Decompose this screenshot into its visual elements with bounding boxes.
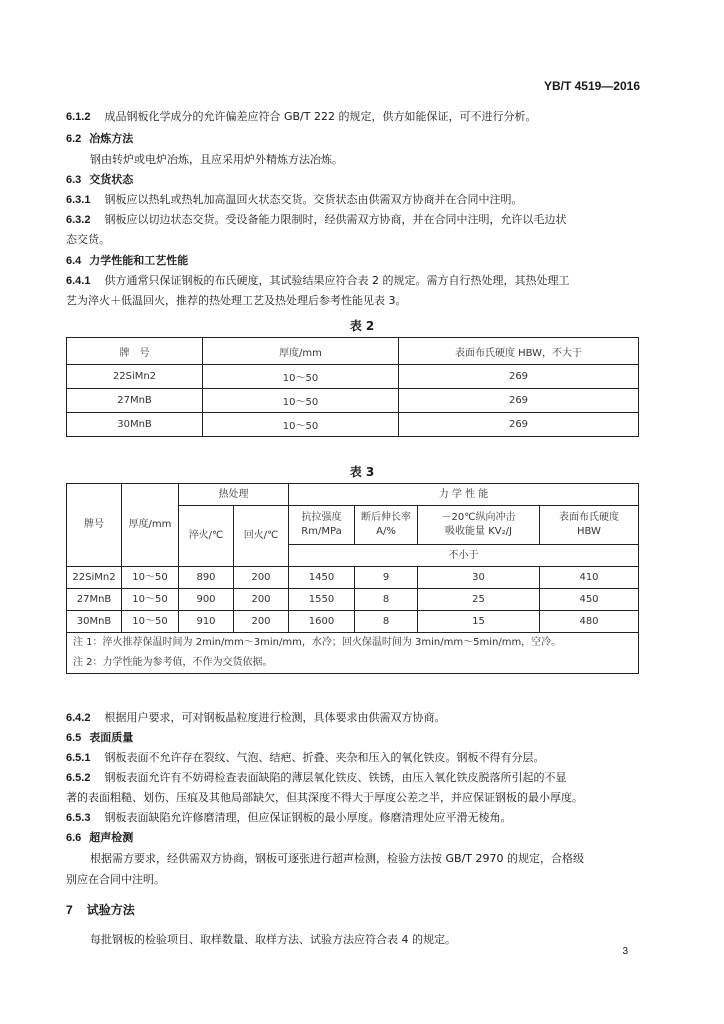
heading-text: 力学性能和工艺性能: [89, 254, 189, 267]
clause-6-4-1: [66, 273, 650, 289]
table-3-title: 表 3: [349, 465, 375, 479]
heading-6-3: [66, 172, 650, 188]
clause-text: 钢板应以切边状态交货。受设备能力限制时，经供需双方协商，并在合同中注明，允许以毛边状: [104, 213, 567, 226]
clause-text: 钢板表面缺陷允许修磨清理，但应保证钢板的最小厚度。修磨清理处应平滑无棱角。: [104, 811, 512, 824]
paragraph-ultrasonic: 根据需方要求，经供需双方协商，钢板可逐张进行超声检测，检验方法按 GB/T 2970 的规定，合格级: [90, 852, 584, 865]
cell-grade: 22SiMn2: [67, 365, 203, 389]
header-hardness: [540, 506, 639, 545]
table-2: [66, 337, 639, 437]
clause-number: 6.1.2: [66, 111, 91, 123]
cell-elongation: 8: [355, 589, 418, 611]
heading-number: 6.2: [66, 133, 82, 145]
clause-6-5-3: [66, 810, 650, 826]
table-row: [67, 389, 639, 413]
table-note-row: [67, 653, 639, 674]
clause-6-4-2: [66, 710, 650, 726]
heading-6-5: [66, 730, 650, 746]
cell-impact: 15: [418, 611, 540, 633]
cell-hardness: 480: [540, 611, 639, 633]
heading-7: [66, 902, 650, 918]
cell-elongation: 9: [355, 567, 418, 589]
table-note-1: 注 1：淬火推荐保温时间为 2min/mm～3min/mm，水冷；回火保温时间为 3min/mm～5min/mm，空冷。: [67, 633, 639, 654]
clause-6-1-2: [66, 109, 650, 125]
cell-hardness: 269: [399, 389, 639, 413]
cell-grade: 27MnB: [67, 589, 122, 611]
cell-hardness: 410: [540, 567, 639, 589]
header-grade: 牌 号: [67, 338, 203, 365]
cell-quench: 910: [179, 611, 234, 633]
header-quench: 淬火/℃: [179, 506, 234, 567]
clause-number: 6.5.1: [66, 752, 91, 764]
clause-text: 成品钢板化学成分的允许偏差应符合 GB/T 222 的规定，供方如能保证，可不进行分析。: [104, 110, 537, 123]
clause-number: 6.4.2: [66, 712, 91, 724]
header-thickness: 厚度/mm: [122, 484, 179, 567]
clause-number: 6.5.3: [66, 812, 91, 824]
cell-grade: 30MnB: [67, 413, 203, 437]
header-grade: 牌号: [67, 484, 122, 567]
clause-text: 钢板表面不允许存在裂纹、气泡、结疤、折叠、夹杂和压入的氧化铁皮。钢板不得有分层。: [104, 751, 545, 764]
header-tensile: [289, 506, 355, 545]
cell-thickness: 10～50: [122, 589, 179, 611]
table-3: [66, 483, 639, 674]
cell-thickness: 10～50: [122, 567, 179, 589]
clause-6-4-1-cont: 艺为淬火＋低温回火，推荐的热处理工艺及热处理后参考性能见表 3。: [66, 294, 407, 307]
header-temper: 回火/℃: [234, 506, 289, 567]
heading-number: 7: [66, 903, 73, 917]
header-impact-unit: 吸收能量 KV₂/J: [445, 526, 512, 537]
table-row: [67, 413, 639, 437]
heading-text: 表面质量: [89, 731, 134, 744]
heading-6-2: [66, 131, 650, 147]
heading-number: 6.5: [66, 732, 82, 744]
cell-grade: 30MnB: [67, 611, 122, 633]
heading-text: 超声检测: [89, 831, 134, 844]
heading-6-4: [66, 253, 650, 269]
clause-6-3-2: [66, 212, 650, 228]
cell-thickness: 10～50: [203, 365, 399, 389]
cell-tensile: 1550: [289, 589, 355, 611]
table-header-row: [67, 484, 639, 506]
cell-hardness: 269: [399, 413, 639, 437]
heading-text: 试验方法: [86, 903, 135, 917]
header-heat-treatment: 热处理: [179, 484, 289, 506]
cell-grade: 27MnB: [67, 389, 203, 413]
clause-6-5-1: [66, 750, 650, 766]
cell-quench: 900: [179, 589, 234, 611]
cell-grade: 22SiMn2: [67, 567, 122, 589]
header-mechanical-properties: 力 学 性 能: [289, 484, 639, 506]
heading-text: 冶炼方法: [89, 132, 134, 145]
header-hardness-label: 表面布氏硬度: [559, 512, 619, 523]
cell-tensile: 1450: [289, 567, 355, 589]
table-row: [67, 567, 639, 589]
header-elongation: [355, 506, 418, 545]
cell-thickness: 10～50: [203, 413, 399, 437]
clause-number: 6.4.1: [66, 275, 91, 287]
clause-text: 供方通常只保证钢板的布氏硬度，其试验结果应符合表 2 的规定。需方自行热处理，其热处理工: [104, 274, 570, 287]
table-row: [67, 611, 639, 633]
clause-text: 根据用户要求，可对钢板晶粒度进行检测，具体要求由供需双方协商。: [104, 711, 446, 724]
clause-text: 钢板表面允许有不妨碍检查表面缺陷的薄层氧化铁皮、铁锈，由压入氧化铁皮脱落所引起的不显: [104, 771, 567, 784]
page-number: 3: [622, 946, 628, 957]
heading-number: 6.4: [66, 255, 82, 267]
clause-text: 钢板应以热轧或热轧加高温回火状态交货。交货状态由供需双方协商并在合同中注明。: [104, 193, 523, 206]
document-id: YB/T 4519—2016: [543, 79, 640, 93]
table-row: [67, 589, 639, 611]
cell-temper: 200: [234, 589, 289, 611]
header-elongation-unit: A/%: [376, 526, 396, 537]
cell-thickness: 10～50: [203, 389, 399, 413]
header-thickness: 厚度/mm: [203, 338, 399, 365]
clause-6-5-2: [66, 770, 650, 786]
clause-6-5-2-cont: 著的表面粗糙、划伤、压痕及其他局部缺欠，但其深度不得大于厚度公差之半，并应保证钢板的最小厚度。: [66, 791, 583, 804]
header-impact: [418, 506, 540, 545]
table-note-2: 注 2：力学性能为参考值，不作为交货依据。: [67, 653, 639, 674]
clause-number: 6.3.1: [66, 194, 91, 206]
paragraph-ultrasonic-cont: 别应在合同中注明。: [66, 873, 165, 886]
table-2-title: 表 2: [349, 319, 375, 333]
heading-6-6: [66, 830, 650, 846]
clause-number: 6.5.2: [66, 772, 91, 784]
header-not-less-than: 不小于: [289, 545, 639, 567]
paragraph-smelting: 钢由转炉或电炉冶炼，且应采用炉外精炼方法冶炼。: [90, 153, 343, 166]
heading-number: 6.3: [66, 174, 82, 186]
table-note-row: [67, 633, 639, 654]
table-header-row: [67, 338, 639, 365]
paragraph-test-methods: 每批钢板的检验项目、取样数量、取样方法、试验方法应符合表 4 的规定。: [90, 933, 456, 946]
clause-6-3-1: [66, 192, 650, 208]
table-row: [67, 365, 639, 389]
header-hardness: 表面布氏硬度 HBW，不大于: [399, 338, 639, 365]
header-elongation-label: 断后伸长率: [361, 512, 411, 523]
clause-number: 6.3.2: [66, 214, 91, 226]
header-tensile-unit: Rm/MPa: [301, 526, 342, 537]
cell-thickness: 10～50: [122, 611, 179, 633]
header-tensile-label: 抗拉强度: [301, 512, 342, 523]
header-hardness-unit: HBW: [577, 526, 601, 537]
cell-impact: 25: [418, 589, 540, 611]
header-impact-label: －20℃纵向冲击: [441, 512, 516, 523]
cell-tensile: 1600: [289, 611, 355, 633]
cell-temper: 200: [234, 567, 289, 589]
cell-impact: 30: [418, 567, 540, 589]
heading-text: 交货状态: [89, 173, 134, 186]
cell-quench: 890: [179, 567, 234, 589]
heading-number: 6.6: [66, 832, 82, 844]
cell-hardness: 450: [540, 589, 639, 611]
cell-elongation: 8: [355, 611, 418, 633]
cell-temper: 200: [234, 611, 289, 633]
clause-6-3-2-cont: 态交货。: [66, 233, 110, 246]
cell-hardness: 269: [399, 365, 639, 389]
